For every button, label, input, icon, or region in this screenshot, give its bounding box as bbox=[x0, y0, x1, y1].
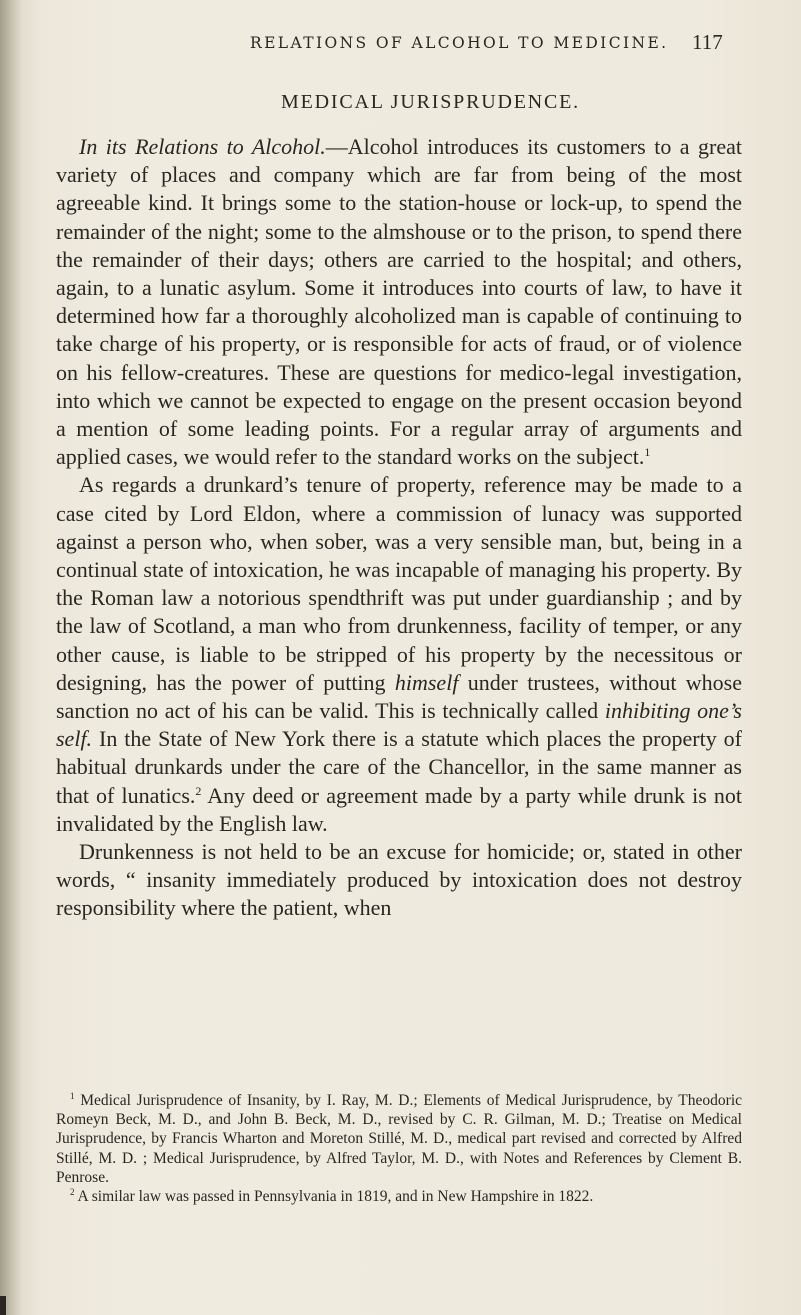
paragraph-2-italic-a: himself bbox=[394, 669, 459, 695]
paragraph-2-text-a: As regards a drunkard’s tenure of property, reference may be made to a case cited by Lord Eldon, where a commission of lunacy was supported against a person who, when sober, was a very sensible man, but, being in a continual state of intoxication, he was incapable of managing his property. By the Roman law a notorious spendthrift was put under guardianship ; and by the law of Scotland, a man who from drunkenness, facility of temper, or any other cause, is liable to be stripped of his property by the necessitous or designing, has the power of putting bbox=[56, 472, 742, 695]
footnote-2 bbox=[56, 1187, 742, 1206]
footnotes bbox=[56, 1091, 742, 1206]
paragraph-2-text-c: In the State of New York there is a statute which places the property of habitual drunkards under the care of the Chancellor, in the same manner as that of lunatics. bbox=[56, 726, 742, 808]
paragraph-1-lead: In its Relations to Alcohol. bbox=[79, 134, 326, 159]
paragraph-2 bbox=[56, 471, 742, 838]
paragraph-2-text-b: under trustees, without whose sanction no act of his can be valid. This is technically called bbox=[56, 669, 742, 724]
footnote-ref-2: 2 bbox=[195, 783, 202, 798]
scan-edge-mark bbox=[0, 1296, 6, 1315]
paragraph-3 bbox=[56, 838, 742, 923]
section-title: MEDICAL JURISPRUDENCE. bbox=[281, 91, 580, 113]
footnote-2-text: A similar law was passed in Pennsylvania in 1819, and in New Hampshire in 1822. bbox=[77, 1188, 594, 1206]
paragraph-2-text-d: Any deed or agreement made by a party while drunk is not invalidated by the English law. bbox=[56, 782, 742, 836]
binding-gutter-shadow bbox=[0, 0, 22, 1315]
running-head: RELATIONS OF ALCOHOL TO MEDICINE. bbox=[250, 34, 669, 52]
footnote-1 bbox=[56, 1091, 742, 1187]
footnote-1-marker: 1 bbox=[70, 1091, 75, 1101]
paragraph-2-italic-b: inhibiting one’s self. bbox=[56, 698, 742, 752]
body-text bbox=[56, 133, 742, 923]
paragraph-1 bbox=[56, 133, 742, 471]
paragraph-1-text: —Alcohol introduces its customers to a great variety of places and company which are far from being of the most agreeable kind. It brings some to the station-house or lock-up, to spend the remainder of the night; some to the almshouse or to the prison, to spend there the remainder of their days; others are carried to the hospital; and others, again, to a lunatic asylum. Some it introduces into courts of law, to have it determined how far a thoroughly alcoholized man is capable of continuing to take charge of his property, or is responsible for acts of fraud, or of violence on his fellow-creatures. These are questions for medico-legal investigation, into which we cannot be expected to engage on the present occasion beyond a mention of some leading points. For a regular array of arguments and applied cases, we would refer to the standard works on the subject. bbox=[56, 134, 743, 470]
paragraph-3-text: Drunkenness is not held to be an excuse for homicide; or, stated in other words, “ insanity immediately produced by intoxication does not destroy responsibility where the patient, when bbox=[56, 839, 742, 921]
footnote-1-text: Medical Jurisprudence of Insanity, by I. Ray, M. D.; Elements of Medical Jurisprudence, by Theodoric Romeyn Beck, M. D., and John B. Beck, M. D., revised by C. R. Gilman, M. D.; Treatise on Medical Jurisprudence, by Francis Wharton and Moreton Stillé, M. D., medical part revised and corrected by Alfred Stillé, M. D. ; Medical Jurisprudence, by Alfred Taylor, M. D., with Notes and References by Clement B. Penrose. bbox=[56, 1092, 743, 1186]
footnote-ref-1: 1 bbox=[644, 445, 651, 460]
page-number: 117 bbox=[692, 30, 723, 54]
footnote-2-marker: 2 bbox=[70, 1187, 75, 1198]
